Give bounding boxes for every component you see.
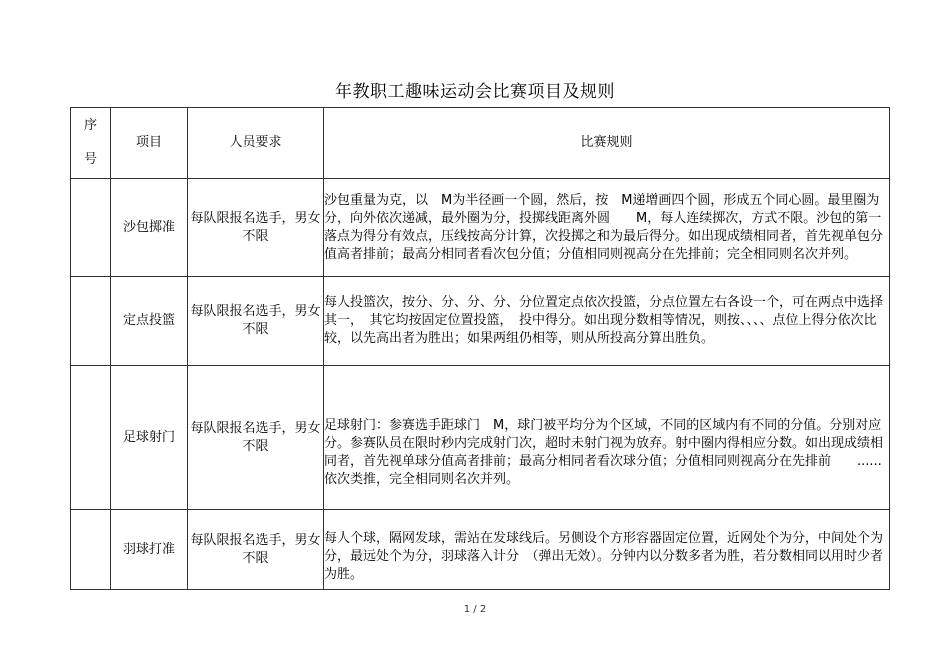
row-rule: 每人个球，隔网发球，需站在发球线后。另侧设个方形容器固定位置，近网处个为分，中间处个为分，最远处个为分，羽球落入计分 （弹出无效）。分钟内以分数多者为胜，若分数相同以用时少者为胜。	[324, 510, 890, 590]
row-seq	[71, 366, 111, 510]
header-seq-line2: 号	[83, 152, 97, 167]
rules-table	[70, 107, 908, 590]
table-row	[71, 277, 890, 366]
row-rule: 沙包重量为克，以 M为半径画一个圆，然后，按 M递增画四个圆，形成五个同心圆。最里圈为分，向外依次递减，最外圈为分，投掷线距离外圆 M，每人连续掷次，方式不限。沙包的第一落点为得分有效点，压线按高分计算，次投掷之和为最后得分。如出现成绩相同者，首先视单包分值高者排前；最高分相同者看次包分值；分值相同则视高分在先排前；完全相同则名次并列。	[324, 179, 890, 277]
table-header-row	[71, 108, 890, 179]
header-seq-line1: 序	[83, 118, 97, 133]
row-item: 足球射门	[111, 366, 188, 510]
row-requirement: 每队限报名选手，男女不限	[188, 179, 324, 277]
header-requirement: 人员要求	[188, 108, 324, 179]
row-requirement: 每队限报名选手，男女不限	[188, 277, 324, 366]
header-seq	[71, 108, 111, 179]
row-item: 羽球打准	[111, 510, 188, 590]
row-requirement: 每队限报名选手，男女不限	[188, 366, 324, 510]
header-item: 项目	[111, 108, 188, 179]
row-seq	[71, 277, 111, 366]
table-row	[71, 510, 890, 590]
header-rule: 比赛规则	[324, 108, 890, 179]
document-title: 年教职工趣味运动会比赛项目及规则	[335, 82, 615, 102]
page-number: 1 / 2	[463, 604, 487, 615]
row-rule: 每人投篮次，按分、分、分、分、分位置定点依次投篮，分点位置左右各设一个，可在两点中选择其一， 其它均按固定位置投篮， 投中得分。如出现分数相等情况，则按、、、、点位上得分依次比较，以先高出者为胜出；如果两组仍相等，则从所投高分算出胜负。	[324, 277, 890, 366]
row-seq	[71, 510, 111, 590]
table-row	[71, 366, 890, 510]
row-requirement: 每队限报名选手，男女不限	[188, 510, 324, 590]
row-item: 定点投篮	[111, 277, 188, 366]
row-item: 沙包掷准	[111, 179, 188, 277]
table-row	[71, 179, 890, 277]
row-seq	[71, 179, 111, 277]
row-rule: 足球射门：参赛选手距球门 M，球门被平均分为个区域，不同的区域内有不同的分值。分别对应分。参赛队员在限时秒内完成射门次，超时未射门视为放弃。射中圈内得相应分数。如出现成绩相同者，首先视单球分值高者排前；最高分相同者看次球分值；分值相同则视高分在先排前 ...... 依次类推，完全相同则名次并列。	[324, 366, 890, 510]
